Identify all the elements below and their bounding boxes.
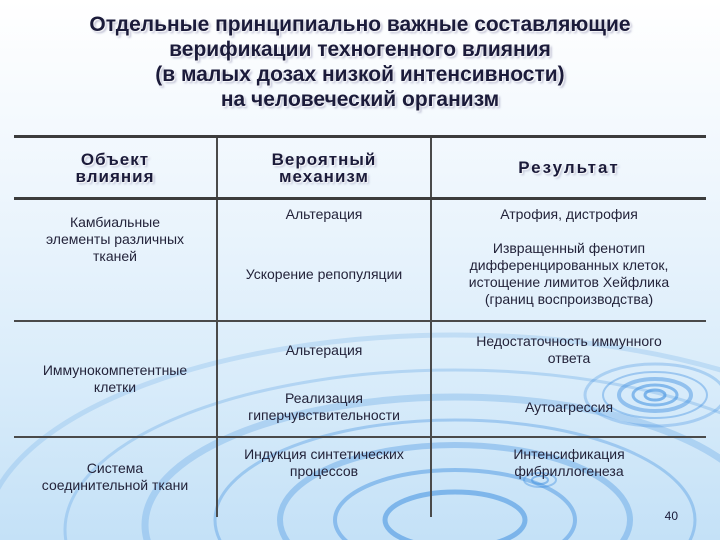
object-line: клетки <box>93 378 137 395</box>
mechanism-cell <box>217 379 431 437</box>
header-object <box>14 137 217 199</box>
result-cell: Атрофия, дистрофия <box>500 205 638 222</box>
verification-table <box>14 135 706 517</box>
mechanism-line: процессов <box>289 462 359 479</box>
result-line: дифференцированных клеток, <box>469 257 669 273</box>
mechanism-cell: Альтерация <box>217 321 431 379</box>
header-result: Результат <box>431 137 706 199</box>
table-row <box>14 199 706 229</box>
result-cell <box>431 437 706 517</box>
result-line: Недостаточность иммунного <box>476 333 662 349</box>
mechanism-cell: Ускорение репопуляции <box>217 229 431 321</box>
object-line: Система <box>86 460 144 476</box>
object-line: элементы различных <box>45 231 185 247</box>
slide-number: 40 <box>664 509 678 523</box>
object-cell <box>14 437 217 517</box>
result-line: Извращенный фенотип <box>492 240 646 256</box>
object-line: Камбиальные <box>69 214 161 230</box>
result-line: фибриллогенеза <box>514 462 624 479</box>
result-line: Интенсификация <box>513 445 625 462</box>
result-line: (границ воспроизводства) <box>484 291 654 307</box>
mechanism-cell <box>217 437 431 517</box>
result-cell <box>431 321 706 379</box>
slide-title <box>20 12 700 112</box>
mechanism-line: Индукция синтетических <box>244 445 404 462</box>
result-line: ответа <box>547 350 591 366</box>
title-line: (в малых дозах низкой интенсивности) <box>155 63 565 86</box>
table-header-row <box>14 137 706 199</box>
table-row <box>14 321 706 379</box>
object-cell <box>14 321 217 437</box>
header-object-line: влияния <box>75 166 155 186</box>
title-line: Отдельные принципиально важные составляющие <box>89 13 631 36</box>
title-line: верификации техногенного влияния <box>169 38 551 61</box>
mechanism-cell: Альтерация <box>217 199 431 229</box>
header-mechanism-line: Вероятный <box>271 149 377 169</box>
result-cell: Аутоагрессия <box>524 398 614 415</box>
result-cell <box>431 229 706 321</box>
header-mechanism-line: механизм <box>278 166 370 186</box>
object-cell <box>14 199 217 321</box>
mechanism-line: гиперчувствительности <box>248 407 400 423</box>
table-row <box>14 437 706 517</box>
header-object-line: Объект <box>80 149 150 169</box>
object-line: Иммунокомпетентные <box>42 361 188 378</box>
title-line: на человеческий организм <box>220 88 500 111</box>
result-line: истощение лимитов Хейфлика <box>468 274 670 290</box>
header-mechanism <box>217 137 431 199</box>
object-line: тканей <box>93 248 137 264</box>
object-line: соединительной ткани <box>41 477 189 493</box>
mechanism-line: Реализация <box>285 390 363 406</box>
